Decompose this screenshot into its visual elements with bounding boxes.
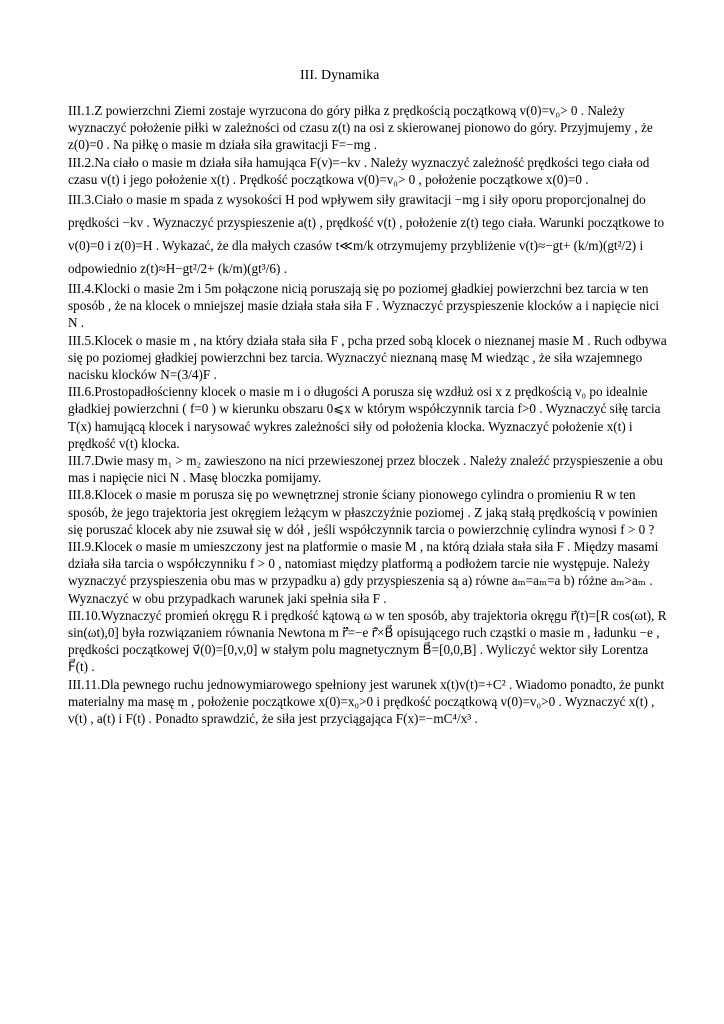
problem-6: III.6.Prostopadłościenny klocek o masie m i o długości A porusza się wzdłuż osi x z prędkością v₀ po idealnie gładkiej powierzchni ( f=0 ) w kierunku obszaru 0⩽x w którym współczynnik tarcia f>0 . Wyznaczyć siłę tarcia T(x) hamującą klocek i narysować wykres zależności siły od położenia klocka. Wyznaczyć położenie x(t) i prędkość v(t) klocka. (68, 384, 661, 451)
problem-10: III.10.Wyznaczyć promień okręgu R i prędkość kątową ω w ten sposób, aby trajektoria okręgu r⃗(t)=[R cos(ωt), R sin(ωt),0] była rozwiązaniem równania Newtona m r⃗̈=−e r⃗̇×B⃗ opisującego ruch cząstki o masie m , ładunku −e , prędkości początkowej v⃗(0)=[0,v,0] w stałym polu magnetycznym B⃗=[0,0,B] . Wyliczyć wektor siły Lorentza F⃗(t) . (68, 607, 667, 675)
problem-7: III.7.Dwie masy m₁ > m₂ zawieszono na nici przewieszonej przez bloczek . Należy znaleźć przyspieszenie a obu mas i napięcie nici N . Masę bloczka pomijamy. (68, 453, 663, 486)
problem-list (68, 102, 668, 727)
problem-8: III.8.Klocek o masie m porusza się po wewnętrznej stronie ściany pionowego cylindra o promieniu R w ten sposób, że jego trajektoria jest okręgiem leżącym w płaszczyźnie poziomej . Z jaką stałą prędkością v powinien się poruszać klocek aby nie zsuwał się w dół , jeśli współczynnik tarcia o powierzchnię cylindra wynosi f > 0 ? (68, 487, 658, 537)
problem-1: III.1.Z powierzchni Ziemi zostaje wyrzucona do góry piłka z prędkością początkową v(0)=v₀> 0 . Należy wyznaczyć położenie piłki w zależności od czasu z(t) na osi z skierowanej pionowo do góry. Przyjmujemy , że z(0)=0 . Na piłkę o masie m działa siła grawitacji F=−mg . (68, 103, 653, 153)
problem-3: III.3.Ciało o masie m spada z wysokości H pod wpływem siły grawitacji −mg i siły oporu proporcjonalnej do prędkości −kv . Wyznaczyć przyspieszenie a(t) , prędkość v(t) , położenie z(t) tego ciała. Warunki początkowe to v(0)=0 i z(0)=H . Wykazać, że dla małych czasów t≪m/k otrzymujemy przybliżenie v(t)≈−gt+ (k/m)(gt²/2) i odpowiednio z(t)≈H−gt²/2+ (k/m)(gt³/6) . (68, 192, 665, 277)
problem-4: III.4.Klocki o masie 2m i 5m połączone nicią poruszają się po poziomej gładkiej powierzchni bez tarcia w ten sposób , że na klocek o mniejszej masie działa stała siła F . Wyznaczyć przyspieszenie klocków a i napięcie nici N . (68, 281, 660, 331)
document-title: III. Dynamika (300, 68, 380, 83)
problem-2: III.2.Na ciało o masie m działa siła hamująca F(v)=−kv . Należy wyznaczyć zależność prędkości tego ciała od czasu v(t) i jego położenie x(t) . Prędkość początkowa v(0)=v₀> 0 , położenie początkowe x(0)=0 . (68, 154, 650, 187)
problem-5: III.5.Klocek o masie m , na który działa stała siła F , pcha przed sobą klocek o nieznanej masie M . Ruch odbywa się po poziomej gładkiej powierzchni bez tarcia. Wyznaczyć nieznaną masę M wiedząc , że siła wzajemnego nacisku klocków N=(3/4)F . (68, 332, 667, 383)
problem-11: III.11.Dla pewnego ruchu jednowymiarowego spełniony jest warunek x(t)v(t)=+C² . Wiadomo ponadto, że punkt materialny ma masę m , położenie początkowe x(0)=x₀>0 i prędkość początkową v(0)=v₀>0 . Wyznaczyć x(t) , v(t) , a(t) i F(t) . Ponadto sprawdzić, że siła jest przyciągająca F(x)=−mC⁴/x³ . (68, 676, 665, 727)
problem-9: III.9.Klocek o masie m umieszczony jest na platformie o masie M , na którą działa stała siła F . Między masami działa siła tarcia o współczynniku f > 0 , natomiast między platformą a podłożem tarcie nie występuje. Należy wyznaczyć przyspieszenia obu mas w przypadku a) gdy przyspieszenia są a) równe aₘ=aₘ=a b) różne aₘ>aₘ . Wyznaczyć w obu przypadkach warunek jaki spełnia siła F . (68, 539, 659, 606)
